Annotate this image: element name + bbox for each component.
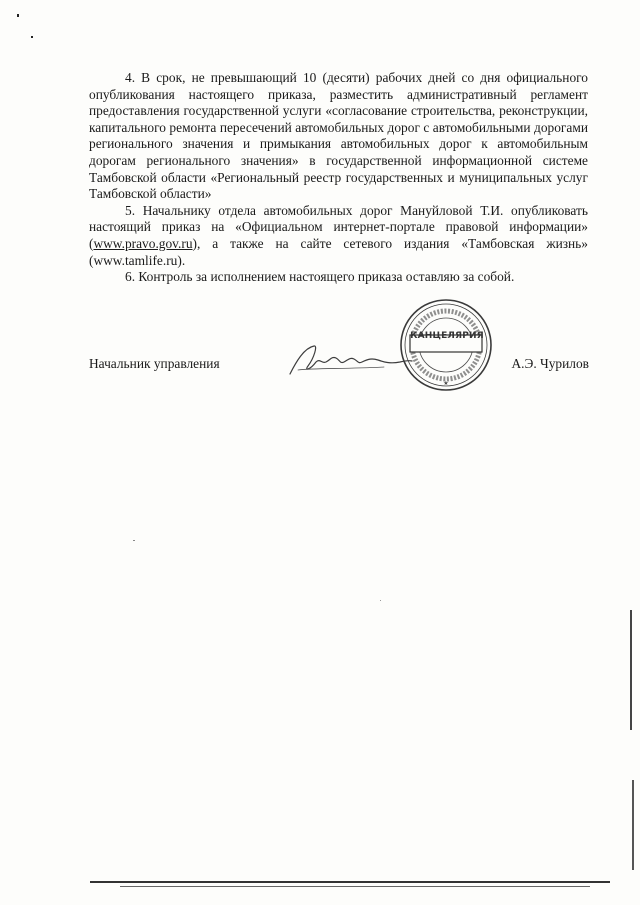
scan-bottom-edge xyxy=(90,881,610,883)
pravo-link[interactable]: www.pravo.gov.ru xyxy=(93,235,193,251)
svg-text:★: ★ xyxy=(443,380,449,387)
scan-speck xyxy=(133,540,135,541)
paragraph-5-text-end: ), а также на сайте сетевого издания «Тамбовская жизнь» (www.tamlife.ru). xyxy=(89,235,588,268)
signature-row xyxy=(89,356,589,376)
paragraph-4: 4. В срок, не превышающий 10 (десяти) рабочих дней со дня официального опубликования настоящего приказа, разместить административный регламент предоставления государственной услуги «согласование строительства, реконструкции, капитального ремонта пересечений автомобильных дорог с автомобильными дорогами регионального значения и примыкания автомобильных дорог к автомобильным дорогам регионального значения» в государственной информационной системе Тамбовской области «Региональный реестр государственных и муниципальных услуг Тамбовской области» xyxy=(89,70,588,202)
scan-speck xyxy=(31,36,33,38)
scan-edge xyxy=(632,780,634,870)
scan-speck xyxy=(17,14,19,17)
stamp-label: КАНЦЕЛЯРИЯ xyxy=(410,331,484,341)
paragraph-6: 6. Контроль за исполнением настоящего приказа оставляю за собой. xyxy=(125,269,515,285)
paragraph-5-text: 5. Начальнику отдела автомобильных дорог Мануйловой Т.И. опубликовать настоящий приказ на «Официальном интернет-портале правовой информации» ( xyxy=(89,202,588,251)
document-body xyxy=(89,70,588,286)
scan-speck xyxy=(380,600,381,601)
signer-name: А.Э. Чурилов xyxy=(511,356,589,371)
signer-position: Начальник управления xyxy=(89,356,220,371)
paragraph-5 xyxy=(89,203,588,269)
scan-edge xyxy=(630,610,632,730)
scan-bottom-edge xyxy=(120,886,590,887)
